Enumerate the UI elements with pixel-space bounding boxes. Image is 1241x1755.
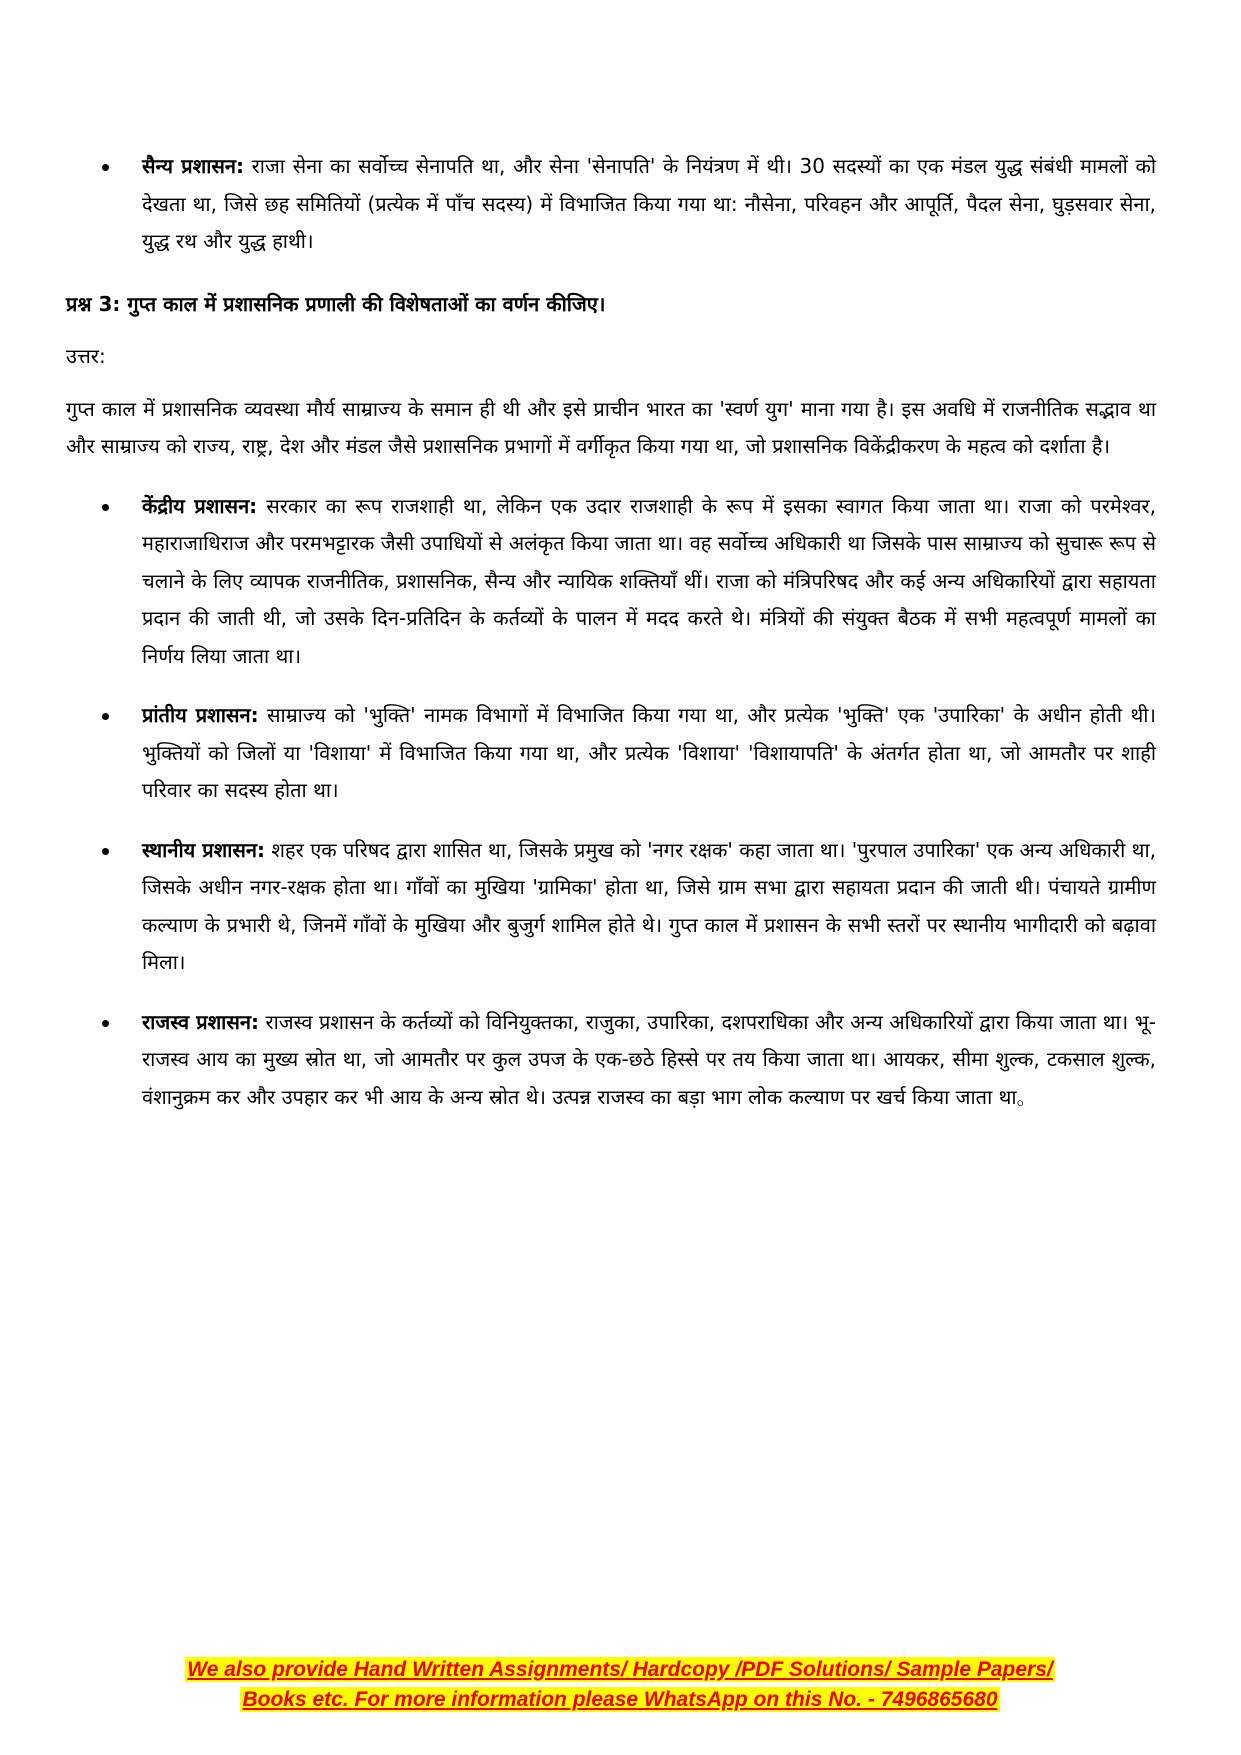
bullet-text: साम्राज्य को 'भुक्ति' नामक विभागों में विभाजित किया गया था, और प्रत्येक 'भुक्ति' एक 'उपारिका' के अधीन होती थी। भुक्तियों को जिलों या 'विशाया' में विभाजित किया गया था, और प्रत्येक 'विशाया' 'विशायापति' के अंतर्गत होता था, जो आमतौर पर शाही परिवार का सदस्य होता था। (142, 703, 1157, 802)
bullet-term: स्थानीय प्रशासन: (142, 837, 266, 862)
bullet-term: राजस्व प्रशासन: (142, 1009, 259, 1034)
question-heading: प्रश्न 3: गुप्त काल में प्रशासनिक प्रणाली की विशेषताओं का वर्णन कीजिए। (66, 291, 606, 316)
bullet-term: केंद्रीय प्रशासन: (142, 493, 258, 518)
bullet-text: शहर एक परिषद द्वारा शासित था, जिसके प्रमुख को 'नगर रक्षक' कहा जाता था। 'पुरपाल उपारिका' एक अन्य अधिकारी था, जिसके अधीन नगर-रक्षक होता था। गाँवों का मुखिया 'ग्रामिका' होता था, जिसे ग्राम सभा द्वारा सहायता प्रदान की जाती थी। पंचायते ग्रामीण कल्याण के प्रभारी थे, जिनमें गाँवों के मुखिया और बुजुर्ग शामिल होते थे। गुप्त काल में प्रशासन के सभी स्तरों पर स्थानीय भागीदारी को बढ़ावा मिला। (142, 837, 1156, 974)
bullet-text: राजस्व प्रशासन के कर्तव्यों को विनियुक्तका, राजुका, उपारिका, दशपराधिका और अन्य अधिकारियों द्वारा किया जाता था। भू-राजस्व आय का मुख्य स्रोत था, जो आमतौर पर कुल उपज के एक-छठे हिस्से पर तय किया जाता था। आयकर, सीमा शुल्क, टकसाल शुल्क, वंशानुक्रम कर और उपहार कर भी आय के अन्य स्रोत थे। उत्पन्न राजस्व का बड़ा भाग लोक कल्याण पर खर्च किया जाता था。 (142, 1009, 1156, 1109)
footer-line-1: We also provide Hand Written Assignments/ Hardcopy /PDF Solutions/ Sample Papers/ (187, 1658, 1053, 1681)
bullet-text: सरकार का रूप राजशाही था, लेकिन एक उदार राजशाही के रूप में इसका स्वागत किया जाता था। राजा को परमेश्वर, महाराजाधिराज और परमभट्टारक जैसी उपाधियों से अलंकृत किया जाता था। वह सर्वोच्च अधिकारी था जिसके पास साम्राज्य को सुचारू रूप से चलाने के लिए व्यापक राजनीतिक, प्रशासनिक, सैन्य और न्यायिक शक्तियाँ थीं। राजा को मंत्रिपरिषद और कई अन्य अधिकारियों द्वारा सहायता प्रदान की जाती थी, जो उसके दिन-प्रतिदिन के कर्तव्यों के पालन में मदद करते थे। मंत्रियों की संयुक्त बैठक में सभी महत्वपूर्ण मामलों का निर्णय लिया जाता था। (142, 493, 1156, 668)
bullet-icon (102, 504, 109, 511)
bullet-icon (102, 713, 109, 720)
page-content (66, 148, 1156, 1116)
bullet-icon (102, 848, 109, 855)
bullet-military-administration (66, 148, 1156, 261)
bullet-local-administration (66, 832, 1156, 982)
promo-footer (96, 1655, 1144, 1715)
bullet-icon (102, 1020, 109, 1027)
bullet-provincial-administration (66, 697, 1156, 810)
intro-paragraph: गुप्त काल में प्रशासनिक व्यवस्था मौर्य साम्राज्य के समान ही थी और इसे प्राचीन भारत का 'स्वर्ण युग' माना गया है। इस अवधि में राजनीतिक सद्भाव था और साम्राज्य को राज्य, राष्ट्र, देश और मंडल जैसे प्रशासनिक प्रभागों में वर्गीकृत किया गया था, जो प्रशासनिक विकेंद्रीकरण के महत्व को दर्शाता है। (66, 396, 1156, 458)
bullet-icon (102, 164, 109, 171)
bullet-central-administration (66, 488, 1156, 676)
answer-label: उत्तर: (66, 343, 106, 368)
bullet-text: राजा सेना का सर्वोच्च सेनापति था, और सेना 'सेनापति' के नियंत्रण में थी। 30 सदस्यों का एक मंडल युद्ध संबंधी मामलों को देखता था, जिसे छह समितियों (प्रत्येक में पाँच सदस्य) में विभाजित किया गया था: नौसेना, परिवहन और आपूर्ति, पैदल सेना, घुड़सवार सेना, युद्ध रथ और युद्ध हाथी। (142, 154, 1156, 253)
footer-line-2: Books etc. For more information please WhatsApp on this No. - 7496865680 (242, 1688, 998, 1711)
bullet-term: प्रांतीय प्रशासन: (142, 703, 259, 727)
bullet-revenue-administration (66, 1004, 1156, 1117)
bullet-term: सैन्य प्रशासन: (142, 154, 244, 178)
